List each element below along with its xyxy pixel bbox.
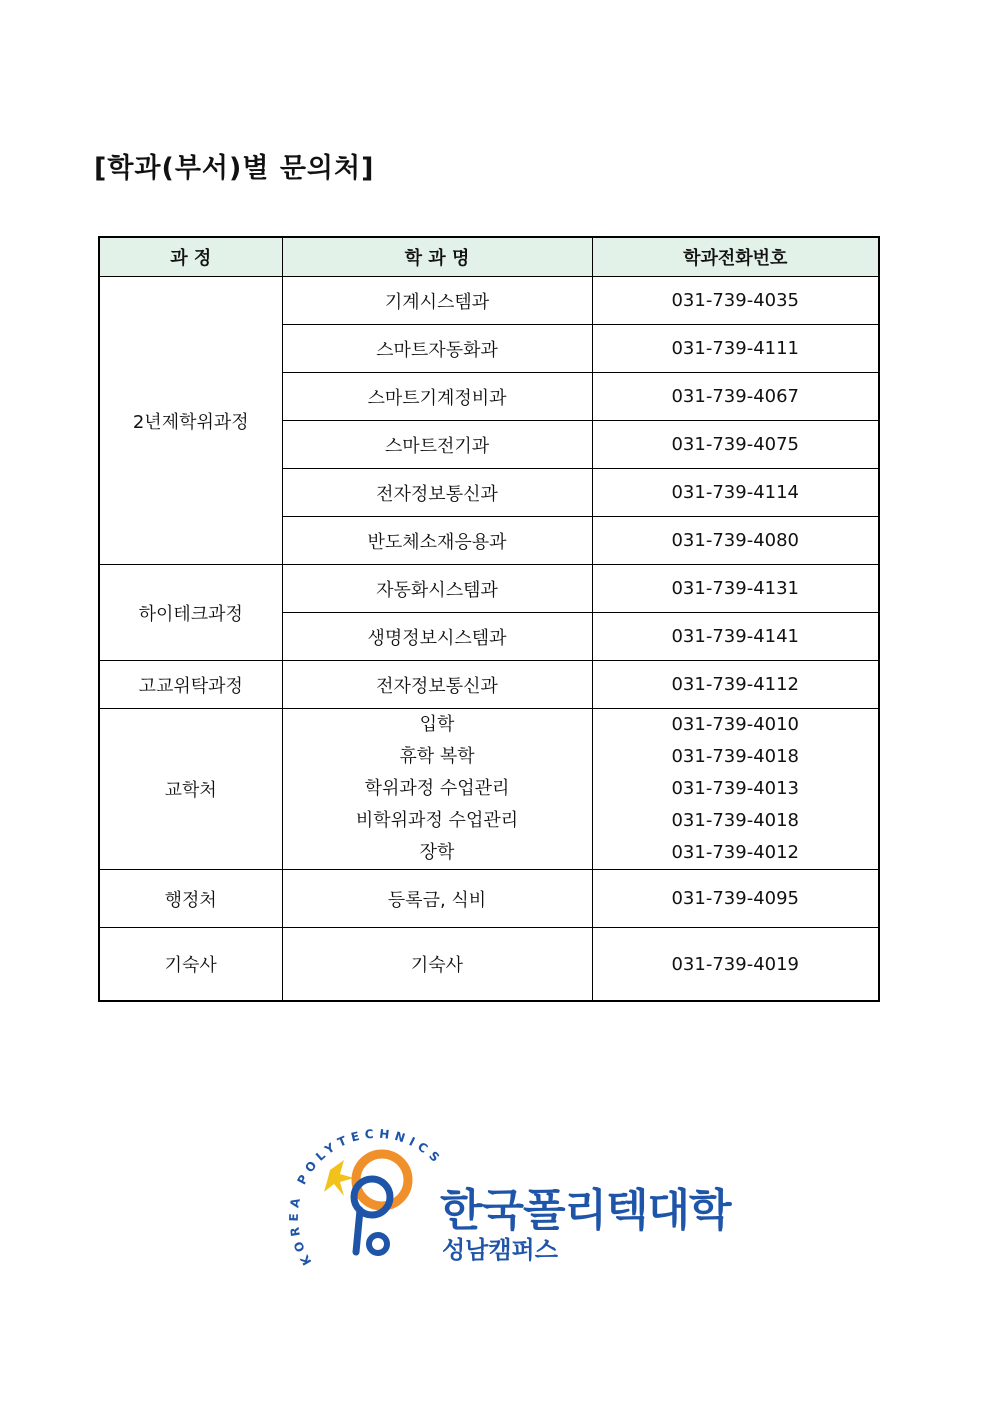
- phone-cell: 031-739-4112: [592, 661, 879, 709]
- header-course: 과 정: [99, 237, 282, 277]
- logo-emblem: [282, 1112, 452, 1272]
- course-cell: 기숙사: [99, 928, 282, 1002]
- course-cell: 2년제학위과정: [99, 277, 282, 565]
- phone-cell: 031-739-4111: [592, 325, 879, 373]
- dept-line: 휴학 복학: [399, 746, 475, 767]
- dept-cell: 전자정보통신과: [282, 661, 592, 709]
- table-row: [99, 277, 879, 325]
- dept-cell: 스마트자동화과: [282, 325, 592, 373]
- header-phone: 학과전화번호: [592, 237, 879, 277]
- phone-line: 031-739-4013: [671, 778, 799, 799]
- phone-list-cell: [592, 709, 879, 870]
- course-cell: 고교위탁과정: [99, 661, 282, 709]
- logo-ring-text: KOREA POLYTECHNICS: [286, 1126, 446, 1268]
- dept-line: 학위과정 수업관리: [364, 778, 510, 799]
- phone-cell: 031-739-4035: [592, 277, 879, 325]
- dept-line: 장학: [419, 842, 455, 863]
- dept-line: 입학: [419, 714, 455, 735]
- table-row: [99, 870, 879, 928]
- dept-cell: 자동화시스템과: [282, 565, 592, 613]
- dept-line: 비학위과정 수업관리: [355, 810, 519, 831]
- logo-name: 한국폴리텍대학: [440, 1185, 731, 1236]
- dept-cell: 스마트전기과: [282, 421, 592, 469]
- phone-cell: 031-739-4080: [592, 517, 879, 565]
- polytechnics-logo: [282, 1112, 742, 1272]
- logo-campus: 성남캠퍼스: [442, 1236, 558, 1264]
- star-shape: [324, 1160, 354, 1196]
- dept-cell: 스마트기계정비과: [282, 373, 592, 421]
- phone-cell: 031-739-4131: [592, 565, 879, 613]
- phone-line: 031-739-4018: [671, 746, 799, 767]
- table-row: [99, 928, 879, 1002]
- phone-line: 031-739-4010: [671, 714, 799, 735]
- page-title: [학과(부서)별 문의처]: [94, 153, 375, 184]
- course-cell: 하이테크과정: [99, 565, 282, 661]
- table-row: [99, 661, 879, 709]
- table-header-row: [99, 237, 879, 277]
- phone-cell: 031-739-4067: [592, 373, 879, 421]
- header-dept: 학 과 명: [282, 237, 592, 277]
- table-row: [99, 565, 879, 613]
- dept-cell: 기계시스템과: [282, 277, 592, 325]
- phone-cell: 031-739-4114: [592, 469, 879, 517]
- phone-line: 031-739-4012: [671, 842, 799, 863]
- dept-cell: 전자정보통신과: [282, 469, 592, 517]
- dept-cell: 등록금, 식비: [282, 870, 592, 928]
- phone-cell: 031-739-4141: [592, 613, 879, 661]
- phone-cell: 031-739-4019: [592, 928, 879, 1002]
- phone-line: 031-739-4018: [671, 810, 799, 831]
- dept-cell: 생명정보시스템과: [282, 613, 592, 661]
- course-cell: 교학처: [99, 709, 282, 870]
- course-cell: 행정처: [99, 870, 282, 928]
- contact-table: [98, 236, 880, 1002]
- dept-cell: 기숙사: [282, 928, 592, 1002]
- dept-list-cell: [282, 709, 592, 870]
- phone-cell: 031-739-4095: [592, 870, 879, 928]
- phone-cell: 031-739-4075: [592, 421, 879, 469]
- table-row: [99, 709, 879, 870]
- dept-cell: 반도체소재응용과: [282, 517, 592, 565]
